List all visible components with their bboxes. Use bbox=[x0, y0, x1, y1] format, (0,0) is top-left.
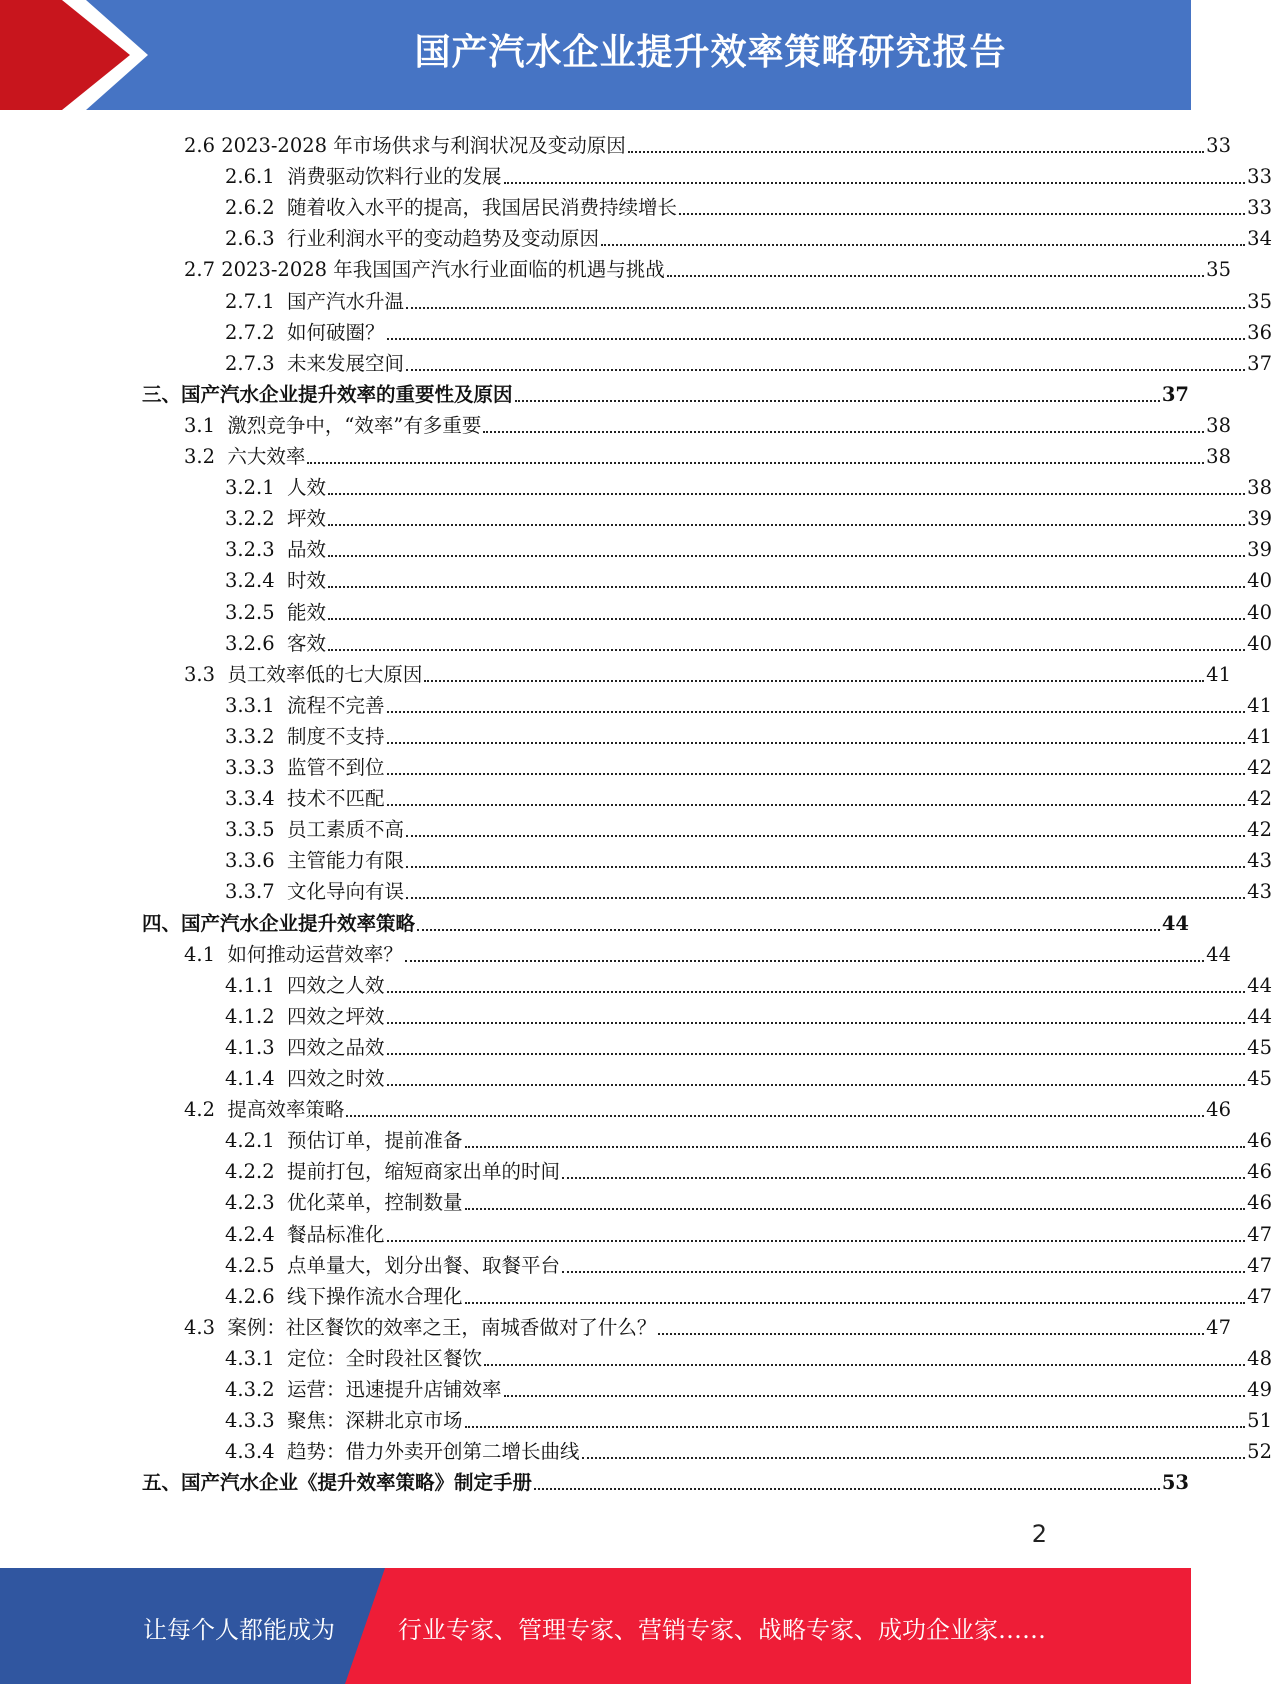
toc-entry-page: 33 bbox=[1206, 134, 1231, 157]
toc-entry-page: 47 bbox=[1247, 1222, 1272, 1246]
toc-entry[interactable] bbox=[0, 1153, 1272, 1184]
toc-leader-dots bbox=[628, 151, 1204, 153]
toc-entry-page: 41 bbox=[1206, 662, 1231, 686]
page-footer bbox=[0, 1568, 1191, 1684]
toc-leader-dots bbox=[679, 213, 1245, 215]
toc-leader-dots bbox=[504, 182, 1246, 184]
toc-leader-dots bbox=[328, 649, 1245, 651]
toc-entry[interactable] bbox=[0, 780, 1272, 811]
toc-entry-page: 39 bbox=[1247, 538, 1272, 562]
toc-entry[interactable] bbox=[0, 1184, 1272, 1215]
toc-entry-title: 2023-2028 年市场供求与利润状况及变动原因 bbox=[221, 134, 626, 157]
toc-leader-dots bbox=[483, 431, 1204, 433]
toc-entry-title: 餐品标准化 bbox=[287, 1222, 385, 1246]
toc-entry-title: 行业利润水平的变动趋势及变动原因 bbox=[287, 227, 600, 251]
toc-entry-page: 40 bbox=[1247, 631, 1272, 655]
toc-entry[interactable] bbox=[0, 220, 1272, 251]
toc-entry-number: 3.3.2 bbox=[225, 724, 288, 748]
toc-entry-page: 42 bbox=[1247, 818, 1272, 842]
toc-entry-title: 四效之坪效 bbox=[287, 1004, 385, 1028]
toc-entry-title: 预估订单，提前准备 bbox=[287, 1129, 463, 1153]
footer-slogan-right: 行业专家、管理专家、营销专家、战略专家、成功企业家…… bbox=[398, 1616, 1046, 1644]
toc-entry-title: 案例：社区餐饮的效率之王，南城香做对了什么？ bbox=[227, 1315, 657, 1339]
toc-entry-page: 45 bbox=[1247, 1067, 1272, 1090]
toc-entry[interactable] bbox=[0, 1340, 1272, 1371]
toc-leader-dots bbox=[328, 493, 1245, 495]
toc-leader-dots bbox=[387, 711, 1246, 713]
toc-entry-title: 流程不完善 bbox=[287, 693, 385, 717]
toc-entry-page: 46 bbox=[1247, 1191, 1272, 1215]
toc-entry-title: 制度不支持 bbox=[287, 724, 385, 748]
toc-leader-dots bbox=[515, 400, 1160, 402]
toc-entry[interactable] bbox=[0, 127, 1231, 158]
toc-entry-title: 消费驱动饮料行业的发展 bbox=[287, 165, 502, 189]
toc-entry-number: 3.1 bbox=[184, 413, 228, 437]
toc-leader-dots bbox=[387, 1053, 1246, 1055]
toc-leader-dots bbox=[658, 1333, 1204, 1335]
toc-entry[interactable] bbox=[0, 936, 1231, 967]
footer-slogan-left: 让每个人都能成为 bbox=[143, 1616, 335, 1644]
toc-entry-page: 39 bbox=[1247, 507, 1272, 531]
toc-leader-dots bbox=[562, 1271, 1245, 1273]
toc-entry-page: 38 bbox=[1206, 445, 1231, 468]
toc-leader-dots bbox=[465, 1208, 1246, 1210]
toc-entry-page: 33 bbox=[1247, 165, 1272, 189]
toc-entry-title: 聚焦：深耕北京市场 bbox=[287, 1409, 463, 1433]
toc-entry[interactable] bbox=[0, 1029, 1272, 1060]
toc-entry-page: 40 bbox=[1247, 569, 1272, 593]
toc-entry-page: 37 bbox=[1161, 382, 1189, 406]
toc-leader-dots bbox=[424, 680, 1204, 682]
toc-entry-number: 2.7.3 bbox=[225, 351, 288, 375]
toc-leader-dots bbox=[582, 1457, 1246, 1459]
toc-entry-number: 2.6.2 bbox=[225, 196, 288, 220]
toc-entry-number: 4.1 bbox=[184, 942, 228, 966]
toc-entry[interactable] bbox=[0, 1402, 1272, 1433]
toc-entry[interactable] bbox=[0, 998, 1272, 1029]
toc-entry-number: 四、 bbox=[142, 911, 182, 935]
toc-entry-number: 3.2.1 bbox=[225, 476, 288, 500]
toc-leader-dots bbox=[534, 1488, 1160, 1490]
toc-entry-title: 人效 bbox=[287, 476, 327, 500]
toc-entry-page: 38 bbox=[1206, 413, 1231, 437]
toc-entry[interactable] bbox=[0, 376, 1189, 407]
toc-entry-page: 41 bbox=[1247, 724, 1272, 748]
toc-entry-number: 3.2.5 bbox=[225, 600, 288, 624]
toc-entry-number: 3.3.7 bbox=[225, 880, 288, 904]
toc-entry-title: 提高效率策略 bbox=[227, 1098, 345, 1122]
toc-leader-dots bbox=[667, 275, 1204, 277]
toc-entry-page: 44 bbox=[1206, 942, 1231, 966]
toc-entry-title: 监管不到位 bbox=[287, 756, 385, 779]
toc-entry-number: 3.2.4 bbox=[225, 569, 288, 593]
toc-entry-number: 4.3.4 bbox=[225, 1440, 288, 1464]
toc-entry[interactable] bbox=[0, 1309, 1231, 1340]
toc-entry-title: 2023-2028 年我国国产汽水行业面临的机遇与挑战 bbox=[221, 258, 665, 282]
toc-entry-title: 点单量大，划分出餐、取餐平台 bbox=[287, 1253, 561, 1277]
toc-leader-dots bbox=[387, 742, 1246, 744]
toc-entry-title: 未来发展空间 bbox=[287, 351, 405, 375]
toc-entry-number: 3.2 bbox=[184, 445, 228, 468]
toc-leader-dots bbox=[562, 1177, 1245, 1179]
toc-entry-number: 3.3.4 bbox=[225, 787, 288, 811]
toc-entry-number: 2.7 bbox=[184, 258, 222, 282]
toc-entry-number: 3.3.3 bbox=[225, 756, 288, 779]
toc-leader-dots bbox=[387, 991, 1246, 993]
toc-entry-title: 坪效 bbox=[287, 507, 327, 531]
toc-entry-title: 文化导向有误 bbox=[287, 880, 405, 904]
toc-entry-page: 37 bbox=[1247, 351, 1272, 375]
toc-entry-number: 3.2.3 bbox=[225, 538, 288, 562]
toc-entry-page: 44 bbox=[1247, 1004, 1272, 1028]
toc-entry-number: 4.2.3 bbox=[225, 1191, 288, 1215]
toc-entry-number: 4.1.1 bbox=[225, 973, 288, 997]
toc-entry[interactable] bbox=[0, 500, 1272, 531]
toc-leader-dots bbox=[484, 1364, 1245, 1366]
toc-entry-title: 能效 bbox=[287, 600, 327, 624]
toc-entry[interactable] bbox=[0, 345, 1272, 376]
toc-leader-dots bbox=[417, 929, 1160, 931]
toc-entry-page: 42 bbox=[1247, 787, 1272, 811]
toc-entry[interactable] bbox=[0, 1060, 1272, 1091]
toc-entry-number: 4.3.1 bbox=[225, 1346, 288, 1370]
toc-entry-number: 2.6 bbox=[184, 134, 222, 157]
toc-entry-page: 41 bbox=[1247, 693, 1272, 717]
toc-entry-title: 优化菜单，控制数量 bbox=[287, 1191, 463, 1215]
toc-entry-title: 如何推动运营效率？ bbox=[227, 942, 403, 966]
toc-entry-number: 4.2.1 bbox=[225, 1129, 288, 1153]
toc-entry-title: 线下操作流水合理化 bbox=[287, 1284, 463, 1308]
toc-entry-page: 35 bbox=[1247, 289, 1272, 313]
toc-leader-dots bbox=[328, 524, 1245, 526]
toc-entry-number: 4.3.3 bbox=[225, 1409, 288, 1433]
toc-leader-dots bbox=[387, 1022, 1246, 1024]
toc-entry-number: 3.3 bbox=[184, 662, 228, 686]
toc-entry[interactable] bbox=[0, 314, 1272, 345]
toc-leader-dots bbox=[405, 960, 1204, 962]
toc-entry-page: 44 bbox=[1161, 911, 1189, 935]
toc-entry-page: 49 bbox=[1247, 1378, 1272, 1401]
toc-entry-number: 2.6.3 bbox=[225, 227, 288, 251]
toc-entry[interactable] bbox=[0, 1216, 1272, 1247]
toc-entry[interactable] bbox=[0, 1371, 1272, 1402]
toc-entry-page: 46 bbox=[1247, 1160, 1272, 1184]
toc-leader-dots bbox=[406, 897, 1245, 899]
toc-entry[interactable] bbox=[0, 158, 1272, 189]
toc-entry-title: 员工素质不高 bbox=[287, 818, 405, 842]
toc-entry-page: 46 bbox=[1247, 1129, 1272, 1153]
toc-entry-page: 46 bbox=[1206, 1098, 1231, 1122]
toc-entry-page: 45 bbox=[1247, 1035, 1272, 1059]
toc-entry-page: 47 bbox=[1247, 1253, 1272, 1277]
toc-entry-number: 4.2.6 bbox=[225, 1284, 288, 1308]
toc-entry-page: 35 bbox=[1206, 258, 1231, 282]
toc-entry-title: 提前打包，缩短商家出单的时间 bbox=[287, 1160, 561, 1184]
toc-entry[interactable] bbox=[0, 811, 1272, 842]
toc-entry-title: 国产汽水企业提升效率的重要性及原因 bbox=[181, 382, 513, 406]
toc-entry-title: 技术不匹配 bbox=[287, 787, 385, 811]
toc-entry-title: 国产汽水升温 bbox=[287, 289, 405, 313]
toc-entry-title: 随着收入水平的提高，我国居民消费持续增长 bbox=[287, 196, 678, 220]
toc-entry[interactable] bbox=[0, 469, 1272, 500]
toc-leader-dots bbox=[328, 618, 1245, 620]
toc-leader-dots bbox=[465, 1146, 1246, 1148]
toc-entry[interactable] bbox=[0, 1433, 1272, 1464]
toc-entry[interactable] bbox=[0, 1122, 1272, 1153]
toc-leader-dots bbox=[406, 835, 1245, 837]
toc-entry[interactable] bbox=[0, 1464, 1189, 1495]
toc-entry-number: 3.2.2 bbox=[225, 507, 288, 531]
toc-entry-title: 客效 bbox=[287, 631, 327, 655]
toc-entry-number: 4.1.3 bbox=[225, 1035, 288, 1059]
toc-entry-title: 趋势：借力外卖开创第二增长曲线 bbox=[287, 1440, 580, 1464]
toc-leader-dots bbox=[328, 586, 1245, 588]
toc-entry-page: 38 bbox=[1247, 476, 1272, 500]
page-header bbox=[0, 0, 1191, 110]
toc-entry-number: 2.7.2 bbox=[225, 320, 288, 344]
toc-leader-dots bbox=[406, 369, 1245, 371]
toc-entry-number: 3.3.6 bbox=[225, 849, 288, 873]
toc-leader-dots bbox=[328, 555, 1245, 557]
toc-entry-title: 时效 bbox=[287, 569, 327, 593]
toc-entry-page: 43 bbox=[1247, 880, 1272, 904]
toc-entry-title: 国产汽水企业《提升效率策略》制定手册 bbox=[181, 1471, 533, 1495]
toc-entry-number: 4.3 bbox=[184, 1315, 228, 1339]
toc-entry-number: 3.3.1 bbox=[225, 693, 288, 717]
toc-entry-page: 40 bbox=[1247, 600, 1272, 624]
toc-entry-number: 五、 bbox=[142, 1471, 182, 1495]
toc-entry[interactable] bbox=[0, 1278, 1272, 1309]
toc-entry-number: 4.1.2 bbox=[225, 1004, 288, 1028]
toc-entry-page: 33 bbox=[1247, 196, 1272, 220]
toc-leader-dots bbox=[465, 1302, 1246, 1304]
toc-leader-dots bbox=[387, 1084, 1246, 1086]
toc-entry-title: 定位：全时段社区餐饮 bbox=[287, 1346, 483, 1370]
toc-entry-title: 激烈竞争中，“效率”有多重要 bbox=[227, 413, 482, 437]
toc-entry[interactable] bbox=[0, 842, 1272, 873]
toc-entry-number: 4.1.4 bbox=[225, 1067, 288, 1090]
toc-entry[interactable] bbox=[0, 594, 1272, 625]
toc-entry-title: 四效之人效 bbox=[287, 973, 385, 997]
toc-entry-page: 42 bbox=[1247, 756, 1272, 779]
toc-entry[interactable] bbox=[0, 531, 1272, 562]
toc-entry[interactable] bbox=[0, 687, 1272, 718]
toc-entry-page: 36 bbox=[1247, 320, 1272, 344]
toc-entry-page: 34 bbox=[1247, 227, 1272, 251]
toc-entry-number: 2.7.1 bbox=[225, 289, 288, 313]
toc-entry-page: 47 bbox=[1247, 1284, 1272, 1308]
toc-entry-title: 六大效率 bbox=[227, 445, 306, 468]
toc-entry[interactable] bbox=[0, 967, 1272, 998]
toc-entry-page: 52 bbox=[1247, 1440, 1272, 1464]
toc-leader-dots bbox=[387, 338, 1246, 340]
toc-entry[interactable] bbox=[0, 438, 1231, 469]
toc-entry-title: 如何破圈？ bbox=[287, 320, 385, 344]
toc-entry-number: 3.3.5 bbox=[225, 818, 288, 842]
toc-entry-title: 主管能力有限 bbox=[287, 849, 405, 873]
page-number: 2 bbox=[1031, 1520, 1047, 1548]
toc-leader-dots bbox=[387, 804, 1246, 806]
toc-entry-page: 51 bbox=[1247, 1409, 1272, 1433]
toc-entry-number: 4.2.4 bbox=[225, 1222, 288, 1246]
toc-leader-dots bbox=[601, 244, 1245, 246]
toc-entry-title: 国产汽水企业提升效率策略 bbox=[181, 911, 416, 935]
toc-leader-dots bbox=[346, 1115, 1204, 1117]
toc-entry-number: 4.2.5 bbox=[225, 1253, 288, 1277]
toc-leader-dots bbox=[504, 1395, 1246, 1397]
toc-leader-dots bbox=[465, 1426, 1246, 1428]
toc-entry[interactable] bbox=[0, 905, 1189, 936]
toc-entry-title: 运营：迅速提升店铺效率 bbox=[287, 1378, 502, 1401]
toc-leader-dots bbox=[406, 307, 1245, 309]
toc-entry-page: 44 bbox=[1247, 973, 1272, 997]
toc-entry[interactable] bbox=[0, 749, 1272, 780]
toc-entry-title: 品效 bbox=[287, 538, 327, 562]
toc-entry[interactable] bbox=[0, 283, 1272, 314]
toc-entry-page: 53 bbox=[1161, 1471, 1189, 1495]
toc-entry-number: 3.2.6 bbox=[225, 631, 288, 655]
toc-entry[interactable] bbox=[0, 562, 1272, 593]
toc-entry-number: 三、 bbox=[142, 382, 182, 406]
toc-entry-page: 47 bbox=[1206, 1315, 1231, 1339]
toc-entry[interactable] bbox=[0, 1247, 1272, 1278]
toc-leader-dots bbox=[387, 1240, 1246, 1242]
toc-entry-number: 4.2 bbox=[184, 1098, 228, 1122]
toc-entry[interactable] bbox=[0, 873, 1272, 904]
report-title: 国产汽水企业提升效率策略研究报告 bbox=[414, 32, 1007, 73]
toc-entry[interactable] bbox=[0, 718, 1272, 749]
toc-leader-dots bbox=[406, 866, 1245, 868]
toc-entry-page: 43 bbox=[1247, 849, 1272, 873]
toc-entry-title: 四效之时效 bbox=[287, 1067, 385, 1090]
toc-entry-title: 员工效率低的七大原因 bbox=[227, 662, 423, 686]
toc-entry-number: 4.2.2 bbox=[225, 1160, 288, 1184]
toc-entry[interactable] bbox=[0, 407, 1231, 438]
toc-leader-dots bbox=[307, 462, 1204, 464]
toc-entry[interactable] bbox=[0, 251, 1231, 282]
toc-entry[interactable] bbox=[0, 1091, 1231, 1122]
toc-entry-number: 4.3.2 bbox=[225, 1378, 288, 1401]
toc-entry[interactable] bbox=[0, 656, 1231, 687]
toc-leader-dots bbox=[387, 773, 1246, 775]
toc-entry[interactable] bbox=[0, 189, 1272, 220]
toc-entry-page: 48 bbox=[1247, 1346, 1272, 1370]
toc-entry-title: 四效之品效 bbox=[287, 1035, 385, 1059]
toc-entry-number: 2.6.1 bbox=[225, 165, 288, 189]
toc-entry[interactable] bbox=[0, 625, 1272, 656]
